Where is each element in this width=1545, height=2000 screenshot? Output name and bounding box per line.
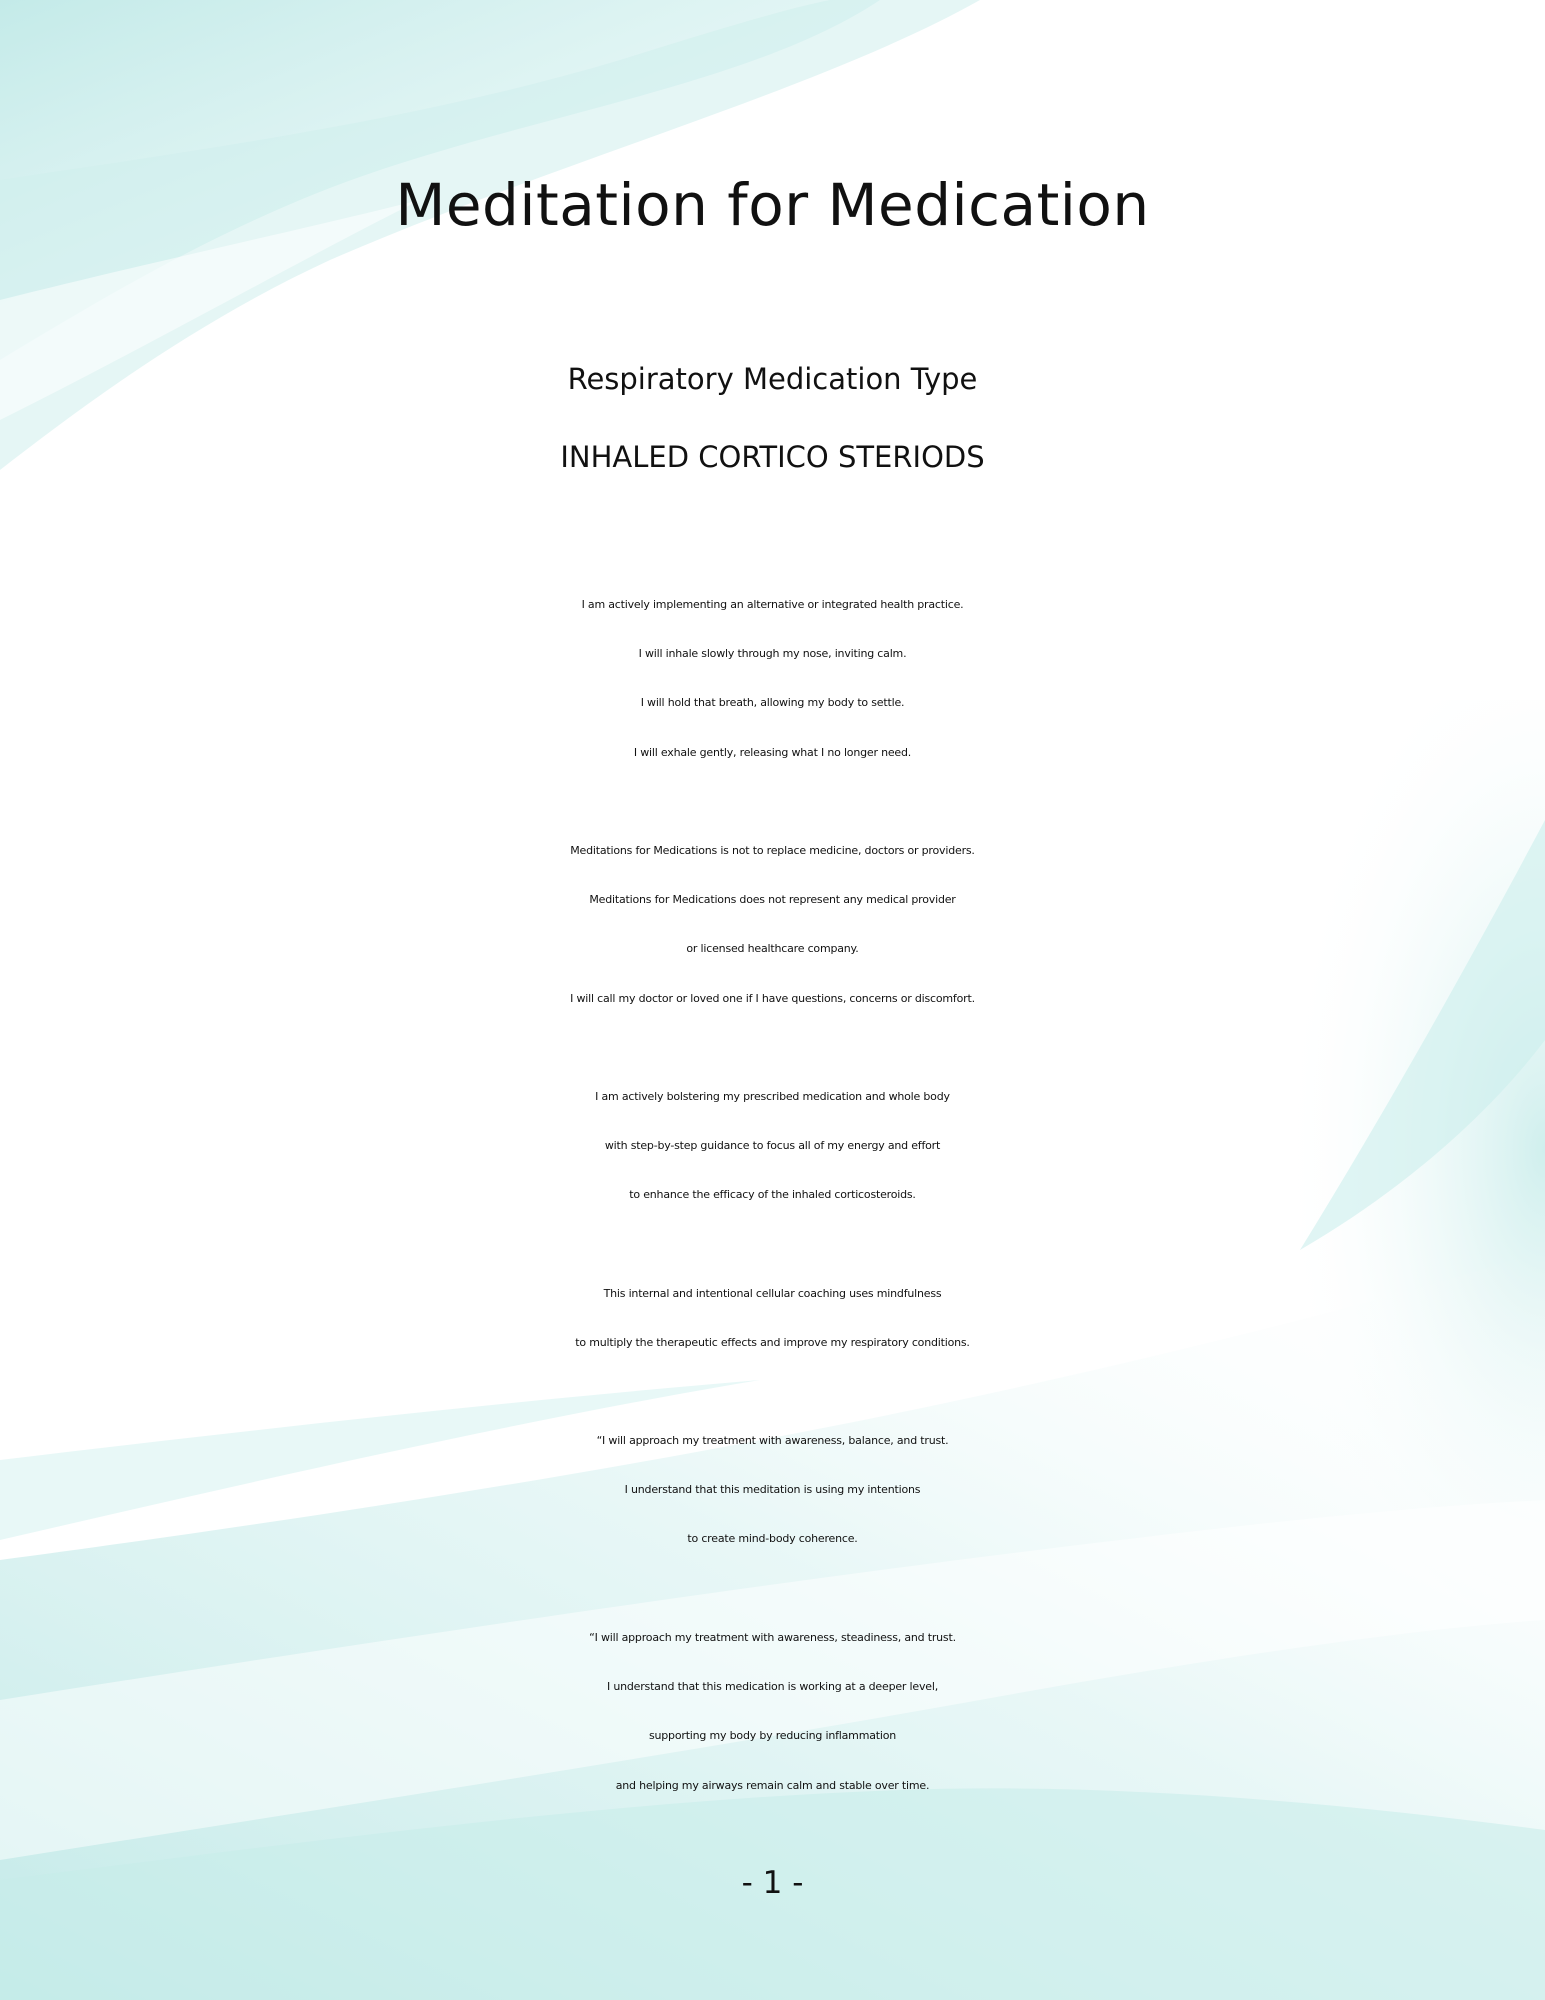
paragraph-line: I am actively bolstering my prescribed medication and whole body — [595, 1090, 950, 1103]
paragraph-line: to enhance the efficacy of the inhaled corticosteroids. — [629, 1188, 916, 1202]
paragraph-line: I understand that this medication is working at a deeper level, — [606, 1680, 938, 1694]
paragraph-bolstering — [0, 1072, 1545, 1220]
document-title: Meditation for Medication — [395, 171, 1150, 239]
paragraph-affirmation-steadiness — [0, 1613, 1545, 1810]
paragraph-line: This internal and intentional cellular coaching uses mindfulness — [603, 1287, 942, 1300]
paragraph-disclaimer — [0, 826, 1545, 1023]
paragraph-line: Meditations for Medications does not represent any medical provider — [589, 893, 956, 907]
paragraph-line: “I will approach my treatment with awareness, steadiness, and trust. — [589, 1631, 956, 1644]
paragraph-line: to create mind-body coherence. — [687, 1532, 858, 1546]
paragraph-line: Meditations for Medications is not to replace medicine, doctors or providers. — [570, 844, 975, 857]
paragraph-line: I am actively implementing an alternative or integrated health practice. — [581, 598, 964, 611]
paragraph-cellular-coaching — [0, 1269, 1545, 1367]
paragraph-line: I will inhale slowly through my nose, inviting calm. — [638, 647, 907, 661]
paragraph-affirmation-balance — [0, 1416, 1545, 1564]
paragraph-line: supporting my body by reducing inflammation — [648, 1729, 897, 1743]
paragraph-breathing — [0, 580, 1545, 777]
medication-name-heading: INHALED CORTICO STERIODS — [560, 440, 985, 474]
paragraph-line: I will hold that breath, allowing my body to settle. — [640, 696, 905, 710]
paragraph-line: I will call my doctor or loved one if I have questions, concerns or discomfort. — [570, 991, 975, 1005]
paragraph-line: I will exhale gently, releasing what I no longer need. — [633, 745, 912, 759]
paragraph-line: to multiply the therapeutic effects and improve my respiratory conditions. — [575, 1336, 970, 1350]
paragraph-line: or licensed healthcare company. — [686, 942, 859, 956]
paragraph-line: with step-by-step guidance to focus all of my energy and effort — [604, 1139, 941, 1153]
page-number: - 1 - — [741, 1865, 804, 1901]
medication-type-heading: Respiratory Medication Type — [567, 362, 978, 396]
paragraph-line: “I will approach my treatment with awareness, balance, and trust. — [596, 1434, 949, 1447]
paragraph-line: I understand that this meditation is using my intentions — [624, 1483, 921, 1497]
paragraph-line: and helping my airways remain calm and stable over time. — [615, 1778, 930, 1792]
